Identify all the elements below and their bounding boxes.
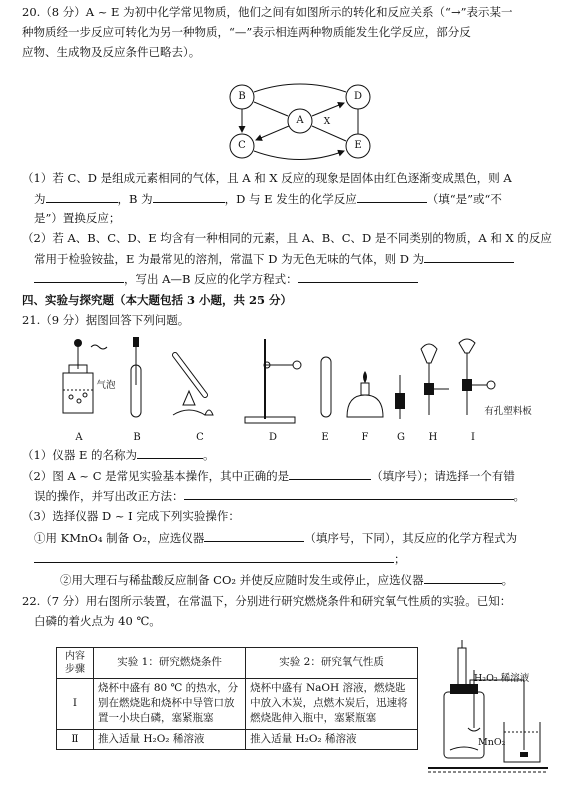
label-i: I [471,432,475,443]
node-c: C [238,140,246,151]
q21-apparatus-figure [55,335,525,430]
q21-part1: （1）仪器 E 的名称为 。 [22,448,215,462]
answer-blank-equation[interactable] [298,270,418,283]
q20-part2-text1: 常用于检验铵盐，E 为最常见的溶剂，常温下 D 为无色无味的气体，则 D 为 [34,252,425,266]
q21-part2-text1: （2）图 A ~ C 是常见实验基本操作，其中正确的是 [22,469,290,483]
q21-part2-line1 [22,467,558,486]
q22-apparatus-figure [428,640,548,778]
table-cell-r2c1: 推入适量 H₂O₂ 稀溶液 [94,729,246,749]
table-step-2: Ⅱ [57,729,94,749]
answer-blank-kmno4-eq[interactable] [34,550,394,563]
q22-stem-line2: 白磷的着火点为 40 ℃。 [34,614,161,628]
answer-blank-co2[interactable] [424,571,502,584]
table-header-row [57,648,418,679]
mno2-label: MnO₂ [478,737,506,748]
answer-blank-d[interactable] [424,250,514,263]
q21-part3-1-line1 [34,529,558,548]
q20-part1-text2: ，B 为 [117,192,153,206]
table-row [57,679,418,730]
answer-blank-e-name[interactable] [137,446,203,459]
q22-stem-line1: 22.（7 分）用右图所示装置，在常温下，分别进行研究燃烧条件和研究氧气性质的实验。已知： [22,594,512,608]
table-cell-r1c2: 烧杯中盛有 NaOH 溶液，燃烧匙中放入木炭，点燃木炭后，迅速将燃烧匙伸入瓶中，塞紧瓶塞 [246,679,418,730]
q21-part2-line2: 误的操作，并写出改正方法： 。 [34,489,525,503]
edge-label-x: X [323,117,331,127]
q20-part2-line1: （2）若 A、B、C、D、E 均含有一种相同的元素，且 A、B、C、D 是不同类别的物质，A 和 X 的反应 [22,231,552,245]
q21-part3-2-text: ②用大理石与稀盐酸反应制备 CO₂ 并使反应随时发生或停止，应选仪器 [60,573,424,587]
q21-part3-1-text2: （填序号，下同），其反应的化学方程式为 [304,531,518,545]
answer-blank-a[interactable] [46,190,118,203]
q21-part1-text: （1）仪器 E 的名称为 [22,448,138,462]
label-g: G [397,432,405,443]
q20-part1-text4: （填“是”或“不 [426,192,502,206]
label-c: C [196,432,204,443]
answer-blank-d2[interactable] [34,270,124,283]
q20-part1-line2 [34,190,558,209]
node-a: A [296,115,304,126]
q21-part3-2: ②用大理石与稀盐酸反应制备 CO₂ 并使反应随时发生或停止，应选仪器 。 [60,573,514,587]
table-header-exp2: 实验 2：研究氧气性质 [246,648,418,679]
node-e: E [354,140,362,151]
q21-part3-1-line2: ； [34,550,558,569]
q20-stem-line1: 20.（8 分）A ~ E 为初中化学常见物质，他们之间有如图所示的转化和反应关系（“→”表示某一 [22,5,513,19]
answer-blank-de[interactable] [357,190,427,203]
q20-stem-line3: 应物、生成物及反应条件已略去）。 [22,45,201,59]
label-b: B [133,432,141,443]
q20-part2-line3 [34,270,558,289]
answer-blank-correct[interactable] [289,467,371,480]
q21-part2-text2: （填序号）；请选择一个有错 [371,469,515,483]
node-d: D [353,91,363,102]
label-e: E [321,432,329,443]
plate-label: 有孔塑料板 [484,406,532,417]
label-f: F [361,432,369,443]
table-cell-r2c2: 推入适量 H₂O₂ 稀溶液 [246,729,418,749]
q20-stem-line2: 种物质经一步反应可转化为另一种物质，“—”表示相连两种物质能发生化学反应，部分反 [22,25,471,39]
q22-table [56,647,418,750]
q20-part2-line2 [34,250,558,269]
q21-part2-text3: 误的操作，并写出改正方法： [34,489,184,503]
q20-part1-text3: ，D 与 E 发生的化学反应 [224,192,357,206]
q21-stem: 21.（9 分）据图回答下列问题。 [22,313,190,327]
answer-blank-b[interactable] [153,190,225,203]
table-row [57,729,418,749]
answer-blank-kmno4[interactable] [204,529,304,542]
section-heading: 四、实验与探究题（本大题包括 3 小题，共 25 分） [22,293,293,307]
label-h: H [428,432,438,443]
label-d: D [268,432,278,443]
q20-part1-line1: （1）若 C、D 是组成元素相同的气体，且 A 和 X 反应的现象是固体由红色逐渐变成黑色，则 A [22,171,512,185]
q20-part1-line3: 是”）置换反应； [34,211,121,225]
bubble-label: 气泡 [96,380,116,391]
table-corner-cell: 内容 步骤 [57,648,94,679]
label-a: A [75,432,83,443]
table-cell-r1c1: 烧杯中盛有 80 ℃ 的热水，分别在燃烧匙和烧杯中导管口放置一小块白磷，塞紧瓶塞 [94,679,246,730]
q21-part3: （3）选择仪器 D ~ I 完成下列实验操作： [22,509,240,523]
table-header-exp1: 实验 1：研究燃烧条件 [94,648,246,679]
h2o2-label: H₂O₂ 稀溶液 [474,673,530,684]
table-step-1: Ⅰ [57,679,94,730]
node-b: B [238,91,246,102]
answer-blank-correction[interactable] [184,487,514,500]
q20-part1-text1: 为 [34,192,46,206]
q20-part2-text2: ，写出 A—B 反应的化学方程式： [124,272,298,286]
q21-part3-1-text1: ①用 KMnO₄ 制备 O₂，应选仪器 [34,531,205,545]
